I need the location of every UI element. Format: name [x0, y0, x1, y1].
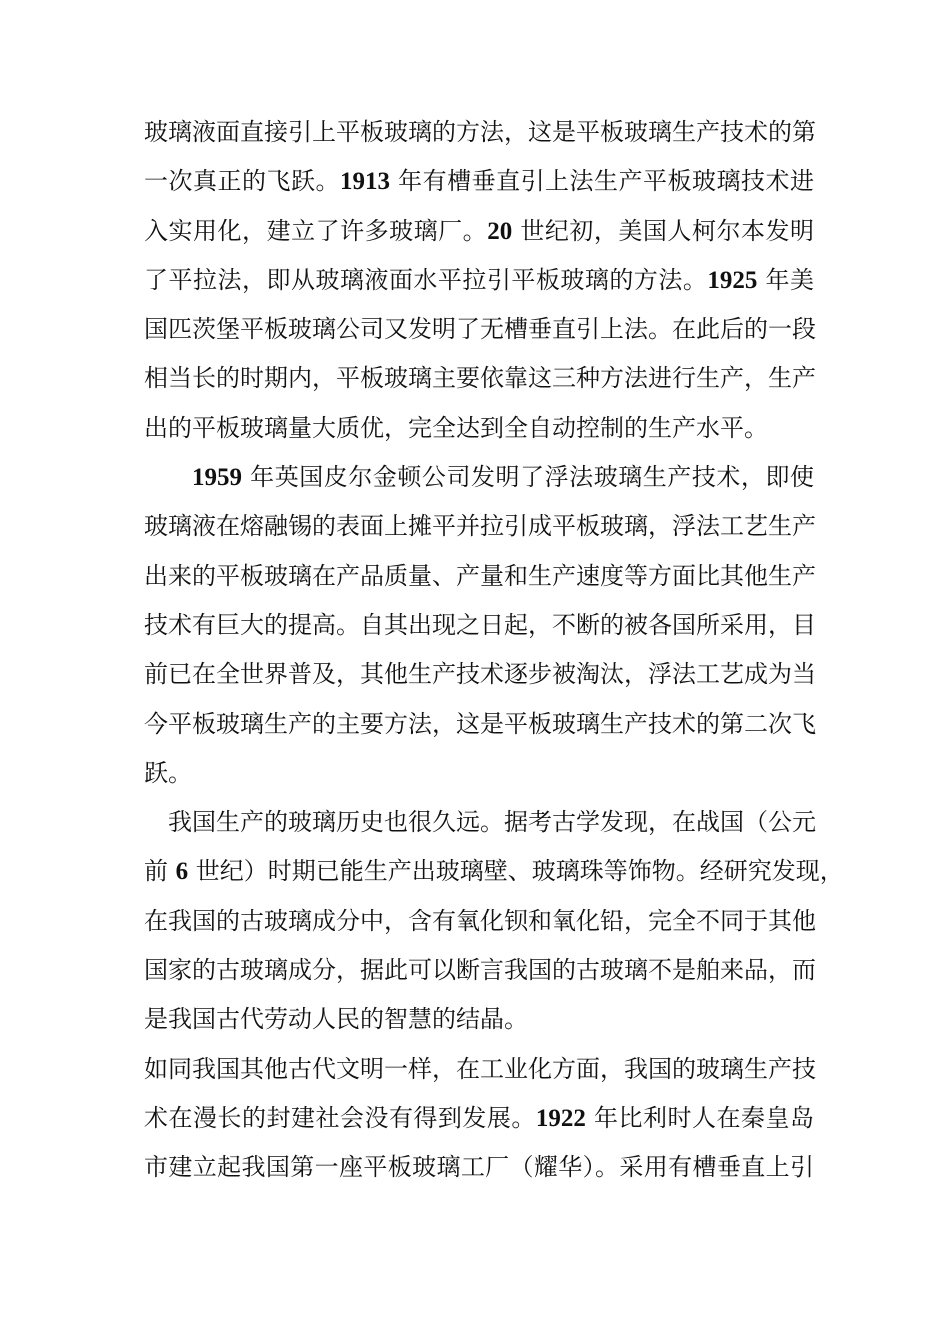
text-line: 术在漫长的封建社会没有得到发展。1922 年比利时人在秦皇岛 [144, 1103, 814, 1132]
text-line: 今平板玻璃生产的主要方法，这是平板玻璃生产技术的第二次飞 [144, 709, 816, 738]
text-line: 前 6 世纪）时期已能生产出玻璃壁、玻璃珠等饰物。经研究发现， [144, 857, 844, 886]
text-line: 是我国古代劳动人民的智慧的结晶。 [144, 1005, 528, 1034]
text-line: 跃。 [144, 758, 192, 787]
text-line: 如同我国其他古代文明一样，在工业化方面，我国的玻璃生产技 [144, 1054, 816, 1083]
text-line: 出来的平板玻璃在产品质量、产量和生产速度等方面比其他生产 [144, 561, 816, 590]
text-line: 玻璃液面直接引上平板玻璃的方法，这是平板玻璃生产技术的第 [144, 118, 816, 146]
text-line: 前已在全世界普及，其他生产技术逐步被淘汰，浮法工艺成为当 [144, 660, 816, 689]
text-line: 入实用化，建立了许多玻璃厂。20 世纪初，美国人柯尔本发明 [144, 216, 814, 245]
text-line: 市建立起我国第一座平板玻璃工厂（耀华）。采用有槽垂直上引 [144, 1153, 814, 1182]
paragraph [144, 798, 844, 1044]
paragraph [144, 453, 814, 798]
paragraph [144, 1045, 814, 1193]
text-line: 国家的古玻璃成分，据此可以断言我国的古玻璃不是舶来品，而 [144, 956, 816, 985]
text-line: 玻璃液在熔融锡的表面上摊平并拉引成平板玻璃，浮法工艺生产 [144, 512, 816, 541]
paragraph [144, 108, 814, 453]
text-line: 技术有巨大的提高。自其出现之日起，不断的被各国所采用，目 [144, 610, 816, 639]
text-line: 我国生产的玻璃历史也很久远。据考古学发现，在战国（公元 [168, 808, 816, 837]
text-line: 一次真正的飞跃。1913 年有槽垂直引上法生产平板玻璃技术进 [144, 167, 815, 196]
text-line: 了平拉法，即从玻璃液面水平拉引平板玻璃的方法。1925 年美 [144, 265, 814, 294]
text-line: 国匹茨堡平板玻璃公司又发明了无槽垂直引上法。在此后的一段 [144, 315, 816, 344]
text-line: 相当长的时期内，平板玻璃主要依靠这三种方法进行生产，生产 [144, 364, 816, 393]
document-body [144, 108, 844, 1193]
text-line: 1959 年英国皮尔金顿公司发明了浮法玻璃生产技术，即使 [192, 463, 814, 492]
text-line: 出的平板玻璃量大质优，完全达到全自动控制的生产水平。 [144, 413, 768, 442]
text-line: 在我国的古玻璃成分中，含有氧化钡和氧化铅，完全不同于其他 [144, 906, 816, 935]
